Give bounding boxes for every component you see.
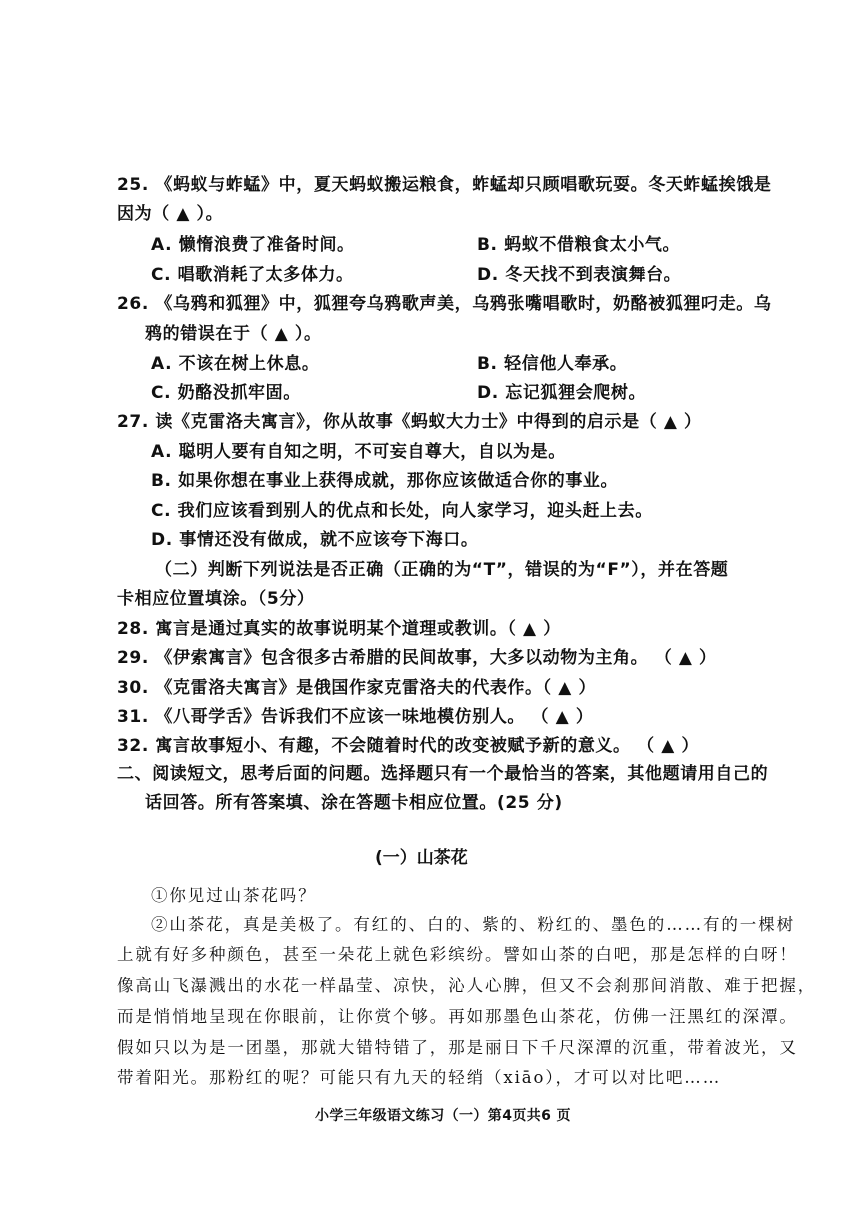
question-25-stem-line2: 因为（ ▲ ）。 [117,204,224,224]
question-27-stem: 27. 读《克雷洛夫寓言》，你从故事《蚂蚁大力士》中得到的启示是（ ▲ ） [117,412,702,432]
judgment-item-28: 28. 寓言是通过真实的故事说明某个道理或教训。（ ▲ ） [117,619,561,639]
judgment-item-31: 31. 《八哥学舌》告诉我们不应该一味地模仿别人。 （ ▲ ） [117,707,594,727]
paragraph-line-5: 而是悄悄地呈现在你眼前，让你赏个够。再如那墨色山茶花，仿佛一汪黑红的深潭。 [117,1007,798,1026]
question-26-option-d: D. 忘记狐狸会爬树。 [477,383,647,403]
judgment-item-30: 30. 《克雷洛夫寓言》是俄国作家克雷洛夫的代表作。（ ▲ ） [117,678,597,698]
reading-heading-line2: 话回答。所有答案填、涂在答题卡相应位置。(25 分) [145,793,563,813]
question-25-option-d: D. 冬天找不到表演舞台。 [477,265,682,285]
question-25-option-b: B. 蚂蚁不借粮食太小气。 [477,235,681,255]
question-25-option-a: A. 懒惰浪费了准备时间。 [151,235,355,255]
paragraph-line-1: ①你见过山茶花吗？ [151,886,317,905]
reading-heading-line1: 二、阅读短文，思考后面的问题。选择题只有一个最恰当的答案，其他题请用自己的 [117,764,769,784]
question-27-option-c: C. 我们应该看到别人的优点和长处，向人家学习，迎头赶上去。 [151,501,653,521]
question-26-option-a: A. 不该在树上休息。 [151,354,320,374]
judgment-item-32: 32. 寓言故事短小、有趣，不会随着时代的改变被赋予新的意义。 （ ▲ ） [117,736,700,756]
question-26-stem-line2: 鸦的错误在于（ ▲ ）。 [145,324,322,344]
question-27-option-d: D. 事情还没有做成，就不应该夸下海口。 [151,530,479,550]
question-25-option-c: C. 唱歌消耗了太多体力。 [151,265,354,285]
question-26-stem-line1: 26. 《乌鸦和狐狸》中，狐狸夸乌鸦歌声美，乌鸦张嘴唱歌时，奶酪被狐狸叼走。乌 [117,294,772,314]
judgment-instruction-line2: 卡相应位置填涂。（5分） [117,589,315,609]
paragraph-line-7: 带着阳光。那粉红的呢？可能只有九天的轻绡（xiāo），才可以对比吧…… [117,1068,722,1087]
paragraph-line-3: 上就有好多种颜色，甚至一朵花上就色彩缤纷。譬如山茶的白吧，那是怎样的白呀！ [117,945,798,964]
question-27-option-a: A. 聪明人要有自知之明，不可妄自尊大，自以为是。 [151,442,566,462]
passage-title: (一）山茶花 [375,848,468,868]
question-25-stem-line1: 25. 《蚂蚁与蚱蜢》中，夏天蚂蚁搬运粮食，蚱蜢却只顾唱歌玩耍。冬天蚱蜢挨饿是 [117,175,772,195]
judgment-item-29: 29. 《伊索寓言》包含很多古希腊的民间故事，大多以动物为主角。 （ ▲ ） [117,648,717,668]
judgment-instruction-line1: （二）判断下列说法是否正确（正确的为“T”，错误的为“F”），并在答题 [155,560,729,580]
page-footer: 小学三年级语文练习（一）第4页共6 页 [315,1108,571,1124]
paragraph-line-2: ②山茶花，真是美极了。有红的、白的、紫的、粉红的、墨色的……有的一棵树 [151,915,795,934]
question-27-option-b: B. 如果你想在事业上获得成就，那你应该做适合你的事业。 [151,471,619,491]
question-26-option-b: B. 轻信他人奉承。 [477,354,628,374]
paragraph-line-6: 假如只以为是一团墨，那就大错特错了，那是丽日下千尺深潭的沉重，带着波光，又 [117,1038,798,1057]
question-26-option-c: C. 奶酪没抓牢固。 [151,383,301,403]
paragraph-line-4: 像高山飞瀑溅出的水花一样晶莹、凉快，沁人心脾，但又不会刹那间消散、难于把握， [117,976,817,995]
